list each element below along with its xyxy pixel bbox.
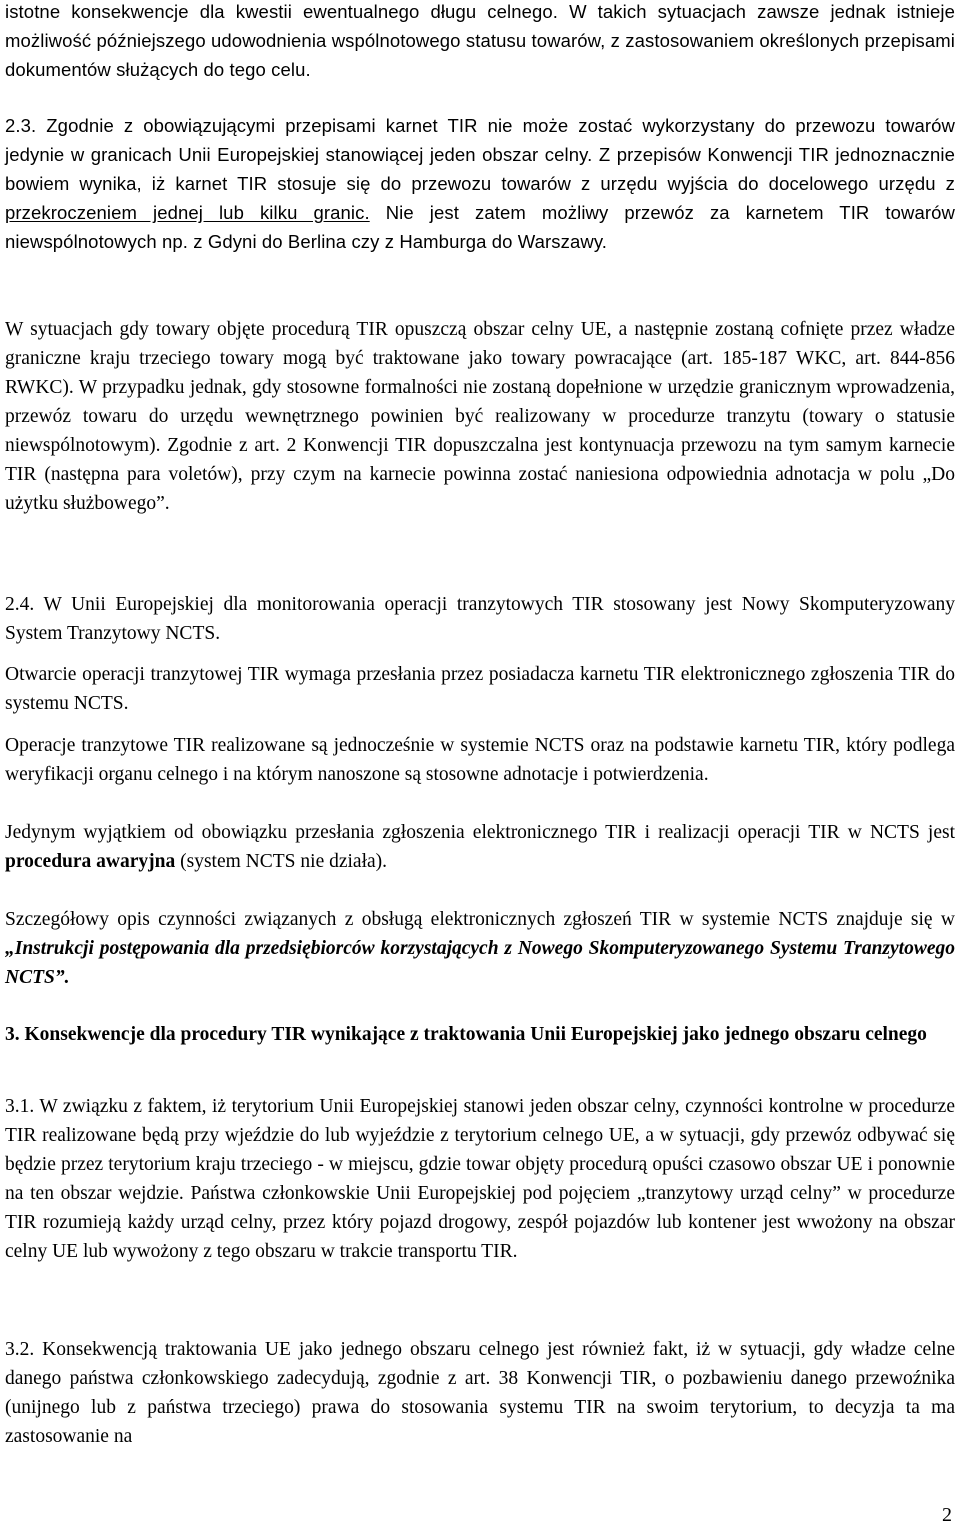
paragraph-2-3 xyxy=(5,111,955,256)
paragraph-intro xyxy=(5,0,955,84)
paragraph-opis xyxy=(5,905,955,992)
paragraph-wyjatek xyxy=(5,818,955,876)
paragraph-obszar-text: W sytuacjach gdy towary objęte procedurą TIR opuszczą obszar celny UE, a następnie zostaną cofnięte przez władze graniczne kraju trzeciego towary mogą być traktowane jako towary powracające (art. 185-187 WKC, art. 844-856 RWKC). W przypadku jednak, gdy stosowne formalności nie zostaną dopełnione w urzędzie granicznym wprowadzenia, przewóz towaru do urzędu wewnętrznego powinien być realizowany w procedurze tranzytu (towary o statusie niewspólnotowym). Zgodnie z art. 2 Konwencji TIR dopuszczalna jest kontynuacja przewozu na tym samym karnecie TIR (następna para voletów), przy czym na karnecie powinna zostać naniesiona odpowiednia adnotacja w polu „Do użytku służbowego”. xyxy=(5,319,955,514)
paragraph-obszar-celny xyxy=(5,315,955,518)
paragraph-otwarcie-text: Otwarcie operacji tranzytowej TIR wymaga przesłania przez posiadacza karnetu TIR elektronicznego zgłoszenia TIR do systemu NCTS. xyxy=(5,664,955,714)
paragraph-2-3-text-end: Nie jest zatem możliwy przewóz za karnetem TIR towarów niewspólnotowych np. z Gdyni do Berlina czy z Hamburga do Warszawy. xyxy=(5,202,955,252)
section-heading-3 xyxy=(5,1020,955,1049)
paragraph-3-2 xyxy=(5,1335,955,1451)
paragraph-intro-text: istotne konsekwencje dla kwestii ewentualnego długu celnego. W takich sytuacjach zawsze jednak istnieje możliwość późniejszego udowodnienia wspólnotowego statusu towarów, z zastosowaniem określonych przepisami dokumentów służących do tego celu. xyxy=(5,1,955,80)
paragraph-2-4 xyxy=(5,590,955,648)
instruction-title-reference: „Instrukcji postępowania dla przedsiębiorców korzystających z Nowego Skomputeryzowanego Systemu Tranzytowego NCTS”. xyxy=(5,938,955,988)
paragraph-wyjatek-text: Jedynym wyjątkiem od obowiązku przesłania zgłoszenia elektronicznego TIR i realizacji operacji TIR w NCTS jest xyxy=(5,822,955,843)
paragraph-2-3-text: 2.3. Zgodnie z obowiązującymi przepisami karnet TIR nie może zostać wykorzystany do przewozu towarów jedynie w granicach Unii Europejskiej stanowiącej jeden obszar celny. Z przepisów Konwencji TIR jednoznacznie bowiem wynika, iż karnet TIR stosuje się do przewozu towarów z urzędu wyjścia do docelowego urzędu z xyxy=(5,115,955,194)
underlined-phrase: przekroczeniem jednej lub kilku granic. xyxy=(5,202,370,223)
paragraph-otwarcie xyxy=(5,660,955,718)
paragraph-3-1 xyxy=(5,1092,955,1266)
paragraph-3-2-text: 3.2. Konsekwencją traktowania UE jako jednego obszaru celnego jest również fakt, iż w sytuacji, gdy władze celne danego państwa członkowskiego zadecydują, zgodnie z art. 38 Konwencji TIR, o pozbawieniu danego przewoźnika (unijnego lub z państwa trzeciego) prawa do stosowania systemu TIR na swoim terytorium, to decyzja ta ma zastosowanie na xyxy=(5,1339,955,1447)
bold-phrase-procedura-awaryjna: procedura awaryjna xyxy=(5,851,176,872)
paragraph-operacje xyxy=(5,731,955,789)
paragraph-wyjatek-text-end: (system NCTS nie działa). xyxy=(175,851,388,872)
section-heading-3-text: 3. Konsekwencje dla procedury TIR wynikające z traktowania Unii Europejskiej jako jednego obszaru celnego xyxy=(5,1024,927,1045)
paragraph-opis-text: Szczegółowy opis czynności związanych z obsługą elektronicznych zgłoszeń TIR w systemie NCTS znajduje się w xyxy=(5,909,955,930)
paragraph-operacje-text: Operacje tranzytowe TIR realizowane są jednocześnie w systemie NCTS oraz na podstawie karnetu TIR, który podlega weryfikacji organu celnego i na którym nanoszone są stosowne adnotacje i potwierdzenia. xyxy=(5,735,955,785)
page-number: 2 xyxy=(942,1504,952,1526)
paragraph-2-4-text: 2.4. W Unii Europejskiej dla monitorowania operacji tranzytowych TIR stosowany jest Nowy Skomputeryzowany System Tranzytowy NCTS. xyxy=(5,594,955,644)
paragraph-3-1-text: 3.1. W związku z faktem, iż terytorium Unii Europejskiej stanowi jeden obszar celny, czynności kontrolne w procedurze TIR realizowane będą przy wjeździe do lub wyjeździe z terytorium celnego UE, a w sytuacji, gdy przewóz odbywać się będzie przez terytorium kraju trzeciego - w miejscu, gdzie towar objęty procedurą opuści czasowo obszar UE i ponownie na ten obszar wejdzie. Państwa członkowskie Unii Europejskiej pod pojęciem „tranzytowy urząd celny” w procedurze TIR rozumieją każdy urząd celny, przez który pojazd drogowy, zespół pojazdów lub kontener jest wwożony na obszar celny UE lub wywożony z tego obszaru w trakcie transportu TIR. xyxy=(5,1096,955,1262)
